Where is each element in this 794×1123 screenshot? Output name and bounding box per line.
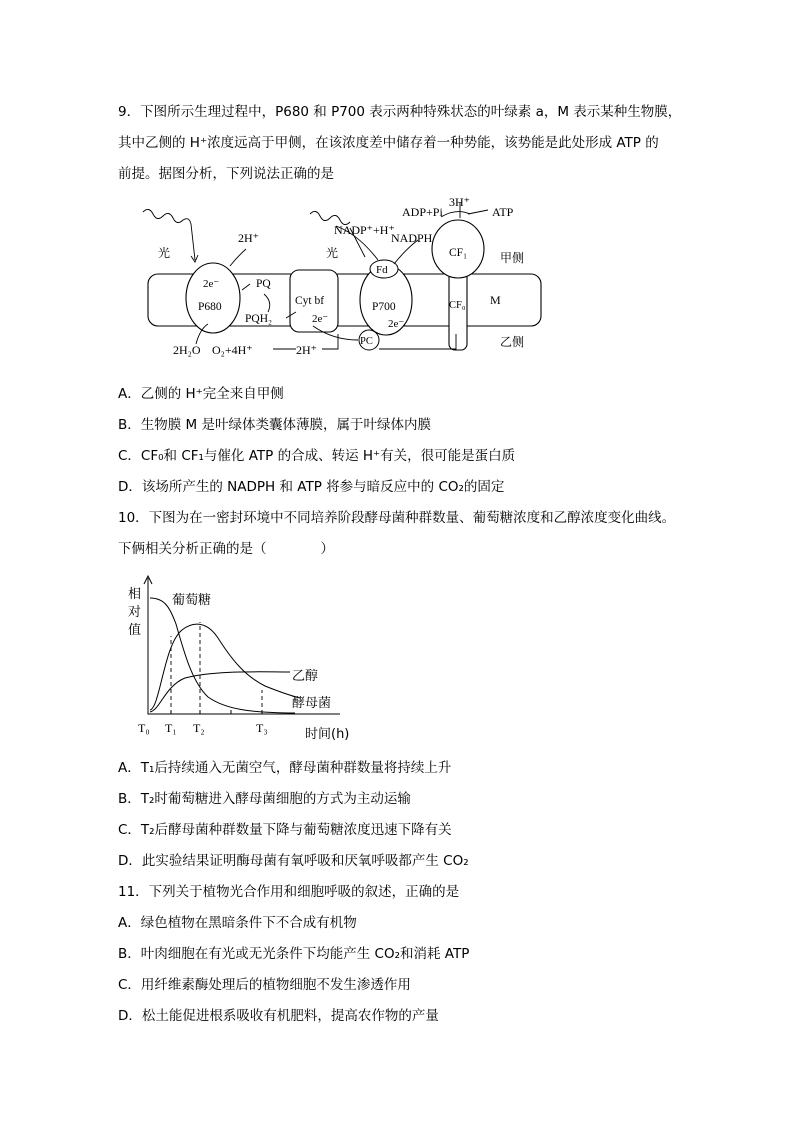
q9-option-d: D．该场所产生的 NADPH 和 ATP 将参与暗反应中的 CO₂的固定 bbox=[118, 479, 505, 495]
o2-label: O₂+4H⁺ bbox=[212, 343, 253, 357]
atp-label: ATP bbox=[492, 205, 514, 219]
q11-option-c: C．用纤维素酶处理后的植物细胞不发生渗透作用 bbox=[118, 977, 411, 993]
pc-label: PC bbox=[360, 336, 373, 347]
q10-option-d: D．此实验结果证明酶母菌有氧呼吸和厌氧呼吸都产生 CO₂ bbox=[118, 853, 469, 869]
h2plus-bottom-label: 2H⁺ bbox=[296, 343, 317, 357]
q10-stem-line1: 10．下图为在一密封环境中不同培养阶段酵母菌种群数量、葡萄糖浓度和乙醇浓度变化曲线。 bbox=[118, 510, 676, 526]
xtick-t3: T₃ bbox=[256, 721, 268, 735]
q9-stem-line2: 其中乙侧的 H⁺浓度远高于甲侧，在该浓度差中储存着一种势能，该势能是此处形成 ATP 的 bbox=[118, 135, 659, 151]
ylabel-3: 值 bbox=[128, 623, 142, 638]
adp-label: ADP+Pi bbox=[402, 205, 443, 219]
series-ethanol-label: 乙醇 bbox=[292, 669, 319, 684]
h3-label: 3H⁺ bbox=[449, 195, 470, 209]
glucose-curve bbox=[150, 598, 295, 713]
pq-label: PQ bbox=[256, 278, 271, 290]
cytbf-label: Cyt bf bbox=[295, 295, 325, 307]
water-label: 2H₂O bbox=[173, 343, 201, 357]
xlabel: 时间(h) bbox=[305, 727, 350, 742]
yeast-curve bbox=[150, 624, 300, 710]
q9-option-c: C．CF₀和 CF₁与催化 ATP 的合成、转运 H⁺有关，很可能是蛋白质 bbox=[118, 448, 516, 464]
yeast-chart bbox=[120, 572, 365, 744]
q10-stem-line2: 下俩相关分析正确的是（ ） bbox=[118, 541, 334, 557]
e2-label: 2e⁻ bbox=[312, 313, 329, 325]
series-yeast-label: 酵母菌 bbox=[292, 696, 332, 711]
m-label: M bbox=[490, 293, 501, 307]
fd-label: Fd bbox=[376, 264, 388, 276]
q9-option-b: B．生物膜 M 是叶绿体类囊体薄膜，属于叶绿体内膜 bbox=[118, 417, 431, 433]
ylabel-1: 相 bbox=[128, 587, 142, 602]
xtick-t1: T₁ bbox=[165, 721, 177, 735]
photosynthesis-diagram bbox=[138, 194, 548, 364]
light2-label: 光 bbox=[326, 246, 339, 260]
h2plus-label: 2H⁺ bbox=[238, 231, 259, 245]
q11-option-a: A．绿色植物在黑暗条件下不合成有机物 bbox=[118, 915, 357, 931]
nadp-label: NADP⁺+H⁺ bbox=[334, 223, 395, 237]
yi-side-label: 乙侧 bbox=[500, 335, 525, 349]
series-glucose-label: 葡萄糖 bbox=[172, 593, 212, 608]
e3-label: 2e⁻ bbox=[388, 318, 405, 330]
xtick-t0: T₀ bbox=[138, 721, 150, 735]
q11-stem-line1: 11．下列关于植物光合作用和细胞呼吸的叙述，正确的是 bbox=[118, 884, 460, 900]
cf0-label: CF₀ bbox=[449, 300, 466, 311]
q9-option-a: A．乙侧的 H⁺完全来自甲侧 bbox=[118, 386, 284, 402]
q10-option-a: A．T₁后持续通入无菌空气，酵母菌种群数量将持续上升 bbox=[118, 760, 452, 776]
light1-label: 光 bbox=[158, 246, 171, 260]
xtick-t2: T₂ bbox=[193, 721, 205, 735]
p700-label: P700 bbox=[372, 301, 396, 313]
q10-option-b: B．T₂时葡萄糖进入酵母菌细胞的方式为主动运输 bbox=[118, 791, 411, 807]
ylabel-2: 对 bbox=[128, 605, 142, 620]
q11-option-b: B．叶肉细胞在有光或无光条件下均能产生 CO₂和消耗 ATP bbox=[118, 946, 470, 962]
q11-option-d: D．松土能促进根系吸收有机肥料，提高农作物的产量 bbox=[118, 1008, 439, 1024]
cf1-label: CF₁ bbox=[449, 247, 468, 259]
q10-option-c: C．T₂后酵母菌种群数量下降与葡萄糖浓度迅速下降有关 bbox=[118, 822, 452, 838]
pqh2-label: PQH₂ bbox=[245, 313, 273, 325]
q9-stem-line3: 前提。据图分析，下列说法正确的是 bbox=[118, 166, 334, 182]
nadph-label: NADPH bbox=[391, 231, 433, 245]
jia-side-label: 甲侧 bbox=[500, 251, 525, 265]
e1-label: 2e⁻ bbox=[203, 278, 220, 290]
p680-label: P680 bbox=[198, 301, 222, 313]
q9-stem-line1: 9．下图所示生理过程中，P680 和 P700 表示两种特殊状态的叶绿素 a，M 表示某种生物膜， bbox=[118, 104, 682, 120]
